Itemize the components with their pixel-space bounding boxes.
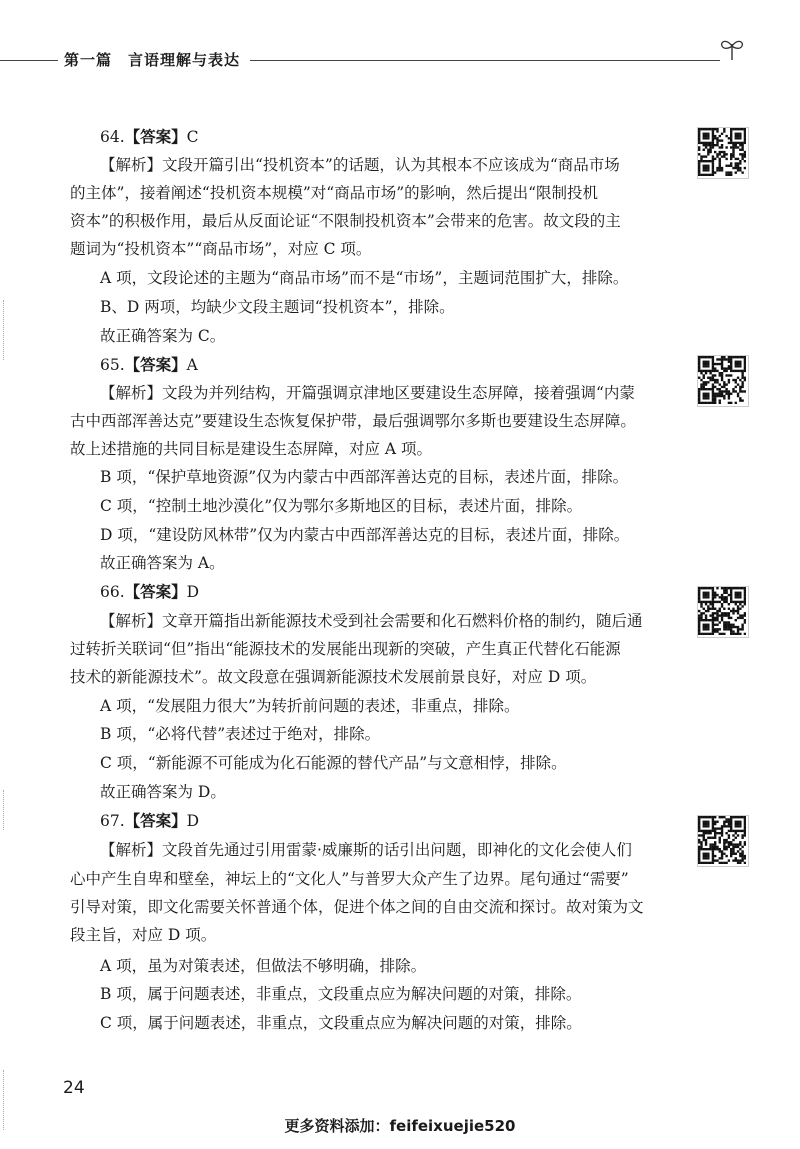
analysis-line: 段主旨，对应 D 项。 [70, 926, 217, 944]
option-analysis: D 项，“建设防风林带”仅为内蒙古中西部浑善达克的目标，表述片面，排除。 [100, 526, 630, 544]
analysis-line: 【解析】文章开篇指出新能源技术受到社会需要和化石燃料价格的制约，随后通 [100, 612, 643, 630]
analysis-line: 资本”的积极作用，最后从反面论证“不限制投机资本”会带来的危害。故文段的主 [70, 212, 621, 230]
chapter-part: 第一篇 [64, 51, 113, 69]
qr-code-icon[interactable] [697, 586, 749, 638]
answer-heading: 67.【答案】D [100, 811, 200, 830]
analysis-line: 的主体”，接着阐述“投机资本规模”对“商品市场”的影响，然后提出“限制投机 [70, 184, 599, 202]
option-analysis: A 项，文段论述的主题为“商品市场”而不是“市场”，主题词范围扩大，排除。 [100, 269, 629, 287]
option-analysis: C 项，属于问题表述，非重点，文段重点应为解决问题的对策，排除。 [100, 1014, 582, 1032]
analysis-line: 引导对策，即文化需要关怀普通个体，促进个体之间的自由交流和探讨。故对策为文 [70, 898, 644, 916]
final-answer: 故正确答案为 D。 [100, 783, 226, 801]
answer-heading: 65.【答案】A [100, 355, 198, 374]
final-answer: 故正确答案为 A。 [100, 554, 225, 572]
page-number: 24 [63, 1078, 85, 1098]
answer-heading: 66.【答案】D [100, 582, 200, 601]
footer-note: 更多资料添加：feifeixuejie520 [284, 1117, 516, 1135]
answer-heading: 64.【答案】C [100, 127, 199, 146]
analysis-line: 题词为“投机资本”“商品市场”，对应 C 项。 [70, 240, 372, 258]
option-analysis: B 项，属于问题表述，非重点，文段重点应为解决问题的对策，排除。 [100, 985, 582, 1003]
analysis-line: 【解析】文段首先通过引用雷蒙·威廉斯的话引出问题，即神化的文化会使人们 [100, 841, 632, 859]
option-analysis: C 项，“控制土地沙漠化”仅为鄂尔多斯地区的目标，表述片面，排除。 [100, 497, 583, 515]
analysis-line: 古中西部浑善达克”要建设生态恢复保护带，最后强调鄂尔多斯也要建设生态屏障。 [70, 412, 636, 430]
option-analysis: B、D 两项，均缺少文段主题词“投机资本”，排除。 [100, 298, 455, 316]
analysis-line: 故上述措施的共同目标是建设生态屏障，对应 A 项。 [70, 440, 433, 458]
analysis-line: 心中产生自卑和壁垒，神坛上的“文化人”与普罗大众产生了边界。尾句通过“需要” [70, 870, 629, 888]
analysis-line: 【解析】文段开篇引出“投机资本”的话题，认为其根本不应该成为“商品市场 [100, 156, 620, 174]
chapter-name: 言语理解与表达 [128, 51, 241, 69]
qr-code-icon[interactable] [697, 127, 749, 179]
final-answer: 故正确答案为 C。 [100, 327, 226, 345]
analysis-line: 技术的新能源技术”。故文段意在强调新能源技术发展前景良好，对应 D 项。 [70, 668, 597, 686]
option-analysis: B 项，“必将代替”表述过于绝对，排除。 [100, 725, 381, 743]
option-analysis: A 项，虽为对策表述，但做法不够明确，排除。 [100, 957, 427, 975]
qr-code-icon[interactable] [697, 355, 749, 407]
analysis-line: 【解析】文段为并列结构，开篇强调京津地区要建设生态屏障，接着强调“内蒙 [100, 384, 635, 402]
option-analysis: C 项，“新能源不可能成为化石能源的替代产品”与文意相悖，排除。 [100, 754, 567, 772]
option-analysis: B 项，“保护草地资源”仅为内蒙古中西部浑善达克的目标，表述片面，排除。 [100, 468, 629, 486]
option-analysis: A 项，“发展阻力很大”为转折前问题的表述，非重点，排除。 [100, 697, 520, 715]
qr-code-icon[interactable] [697, 815, 749, 867]
analysis-line: 过转折关联词“但”指出“能源技术的发展能出现新的突破，产生真正代替化石能源 [70, 640, 621, 658]
